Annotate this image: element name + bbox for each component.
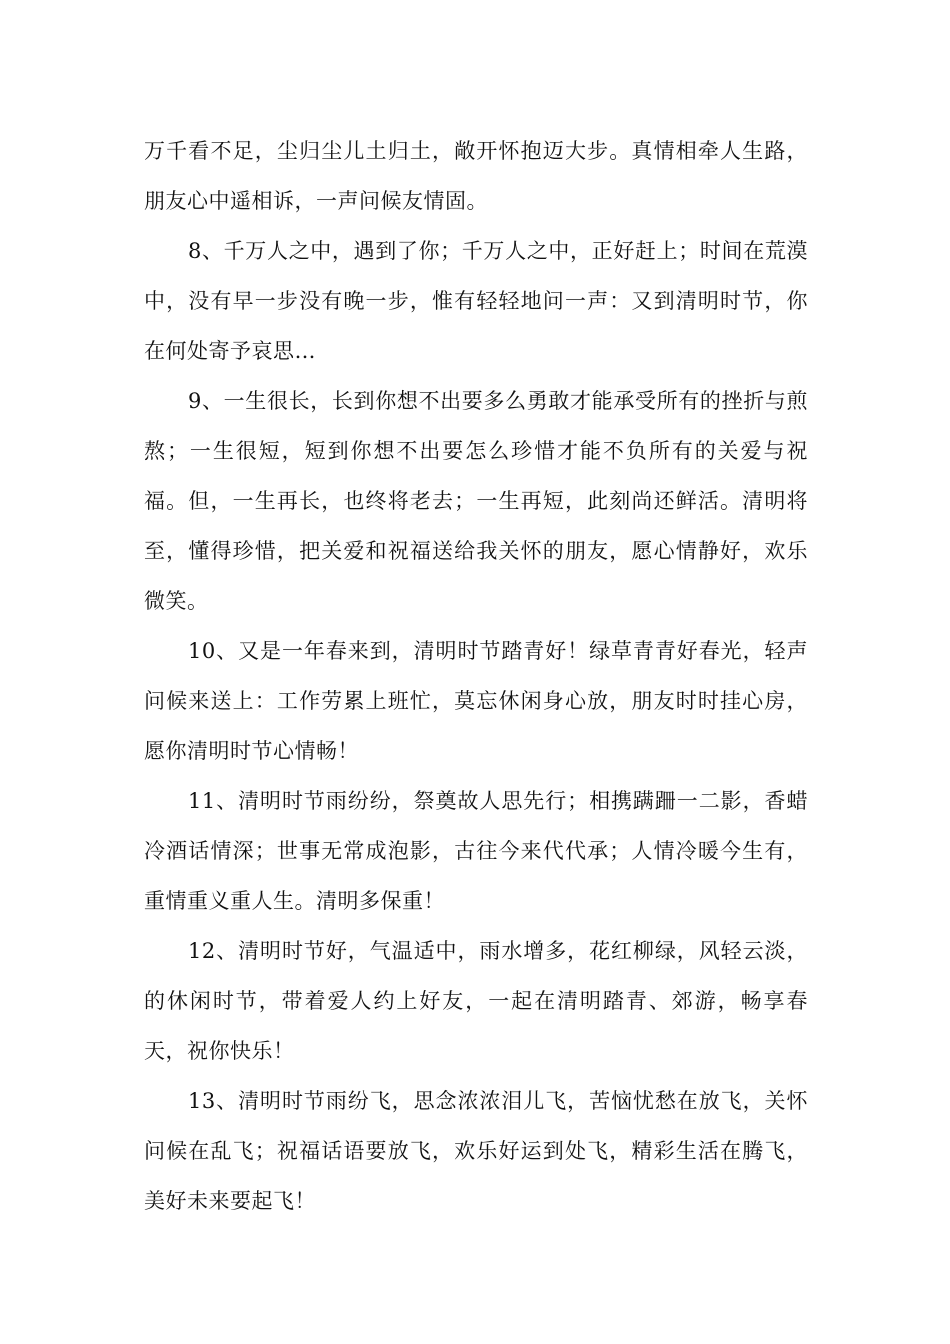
paragraph-item-13: 13、清明时节雨纷飞，思念浓浓泪儿飞，苦恼忧愁在放飞，关怀问候在乱飞；祝福话语要放飞，欢乐好运到处飞，精彩生活在腾飞，美好未来要起飞！ [144, 1089, 808, 1213]
paragraph-item-11: 11、清明时节雨纷纷，祭奠故人思先行；相携蹒跚一二影，香蜡冷酒话情深；世事无常成泡影，古往今来代代承；人情冷暖今生有，重情重义重人生。清明多保重！ [144, 789, 808, 913]
paragraph-item-12: 12、清明时节好，气温适中，雨水增多，花红柳绿，风轻云淡，的休闲时节，带着爱人约上好友，一起在清明踏青、郊游，畅享春天，祝你快乐！ [144, 939, 808, 1063]
paragraph-item-9: 9、一生很长，长到你想不出要多么勇敢才能承受所有的挫折与煎熬；一生很短，短到你想不出要怎么珍惜才能不负所有的关爱与祝福。但，一生再长，也终将老去；一生再短，此刻尚还鲜活。清明将至，懂得珍惜，把关爱和祝福送给我关怀的朋友，愿心情静好，欢乐微笑。 [144, 389, 808, 613]
document-body [144, 126, 808, 1226]
paragraph-item-10: 10、又是一年春来到，清明时节踏青好！绿草青青好春光，轻声问候来送上：工作劳累上班忙，莫忘休闲身心放，朋友时时挂心房，愿你清明时节心情畅！ [144, 639, 808, 763]
paragraph-item-8: 8、千万人之中，遇到了你；千万人之中，正好赶上；时间在荒漠中，没有早一步没有晚一步，惟有轻轻地问一声：又到清明时节，你在何处寄予哀思… [144, 239, 808, 363]
paragraph-continuation: 万千看不足，尘归尘儿土归土，敞开怀抱迈大步。真情相牵人生路，朋友心中遥相诉，一声问候友情固。 [144, 139, 808, 213]
